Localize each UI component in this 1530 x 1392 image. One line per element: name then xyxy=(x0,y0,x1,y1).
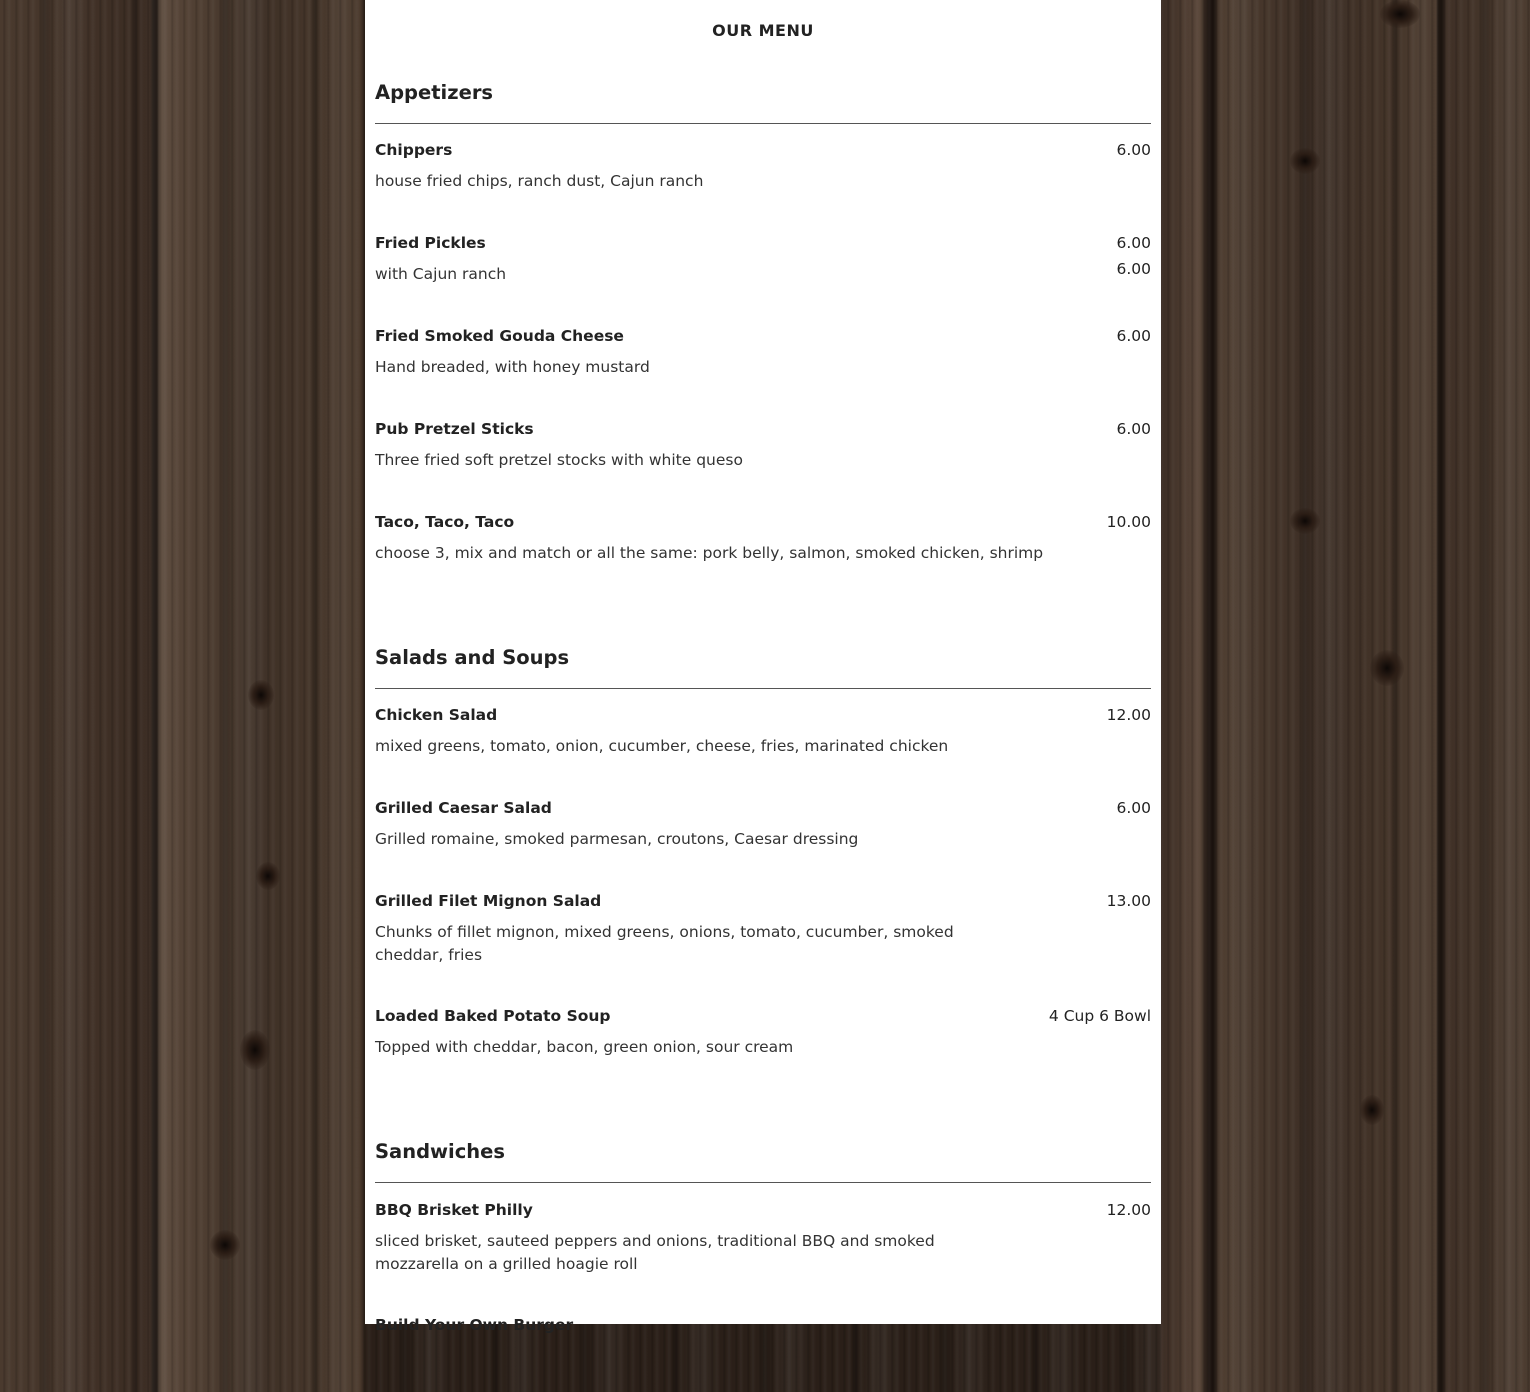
menu-item xyxy=(375,1200,1151,1299)
item-name: Build Your Own Burger xyxy=(375,1316,574,1334)
item-description: mixed greens, tomato, onion, cucumber, cheese, fries, marinated chicken xyxy=(375,737,949,755)
item-name: BBQ Brisket Philly xyxy=(375,1201,533,1219)
item-name: Grilled Caesar Salad xyxy=(375,799,552,817)
item-name: Taco, Taco, Taco xyxy=(375,513,515,531)
menu-item xyxy=(375,891,1151,990)
item-name: Grilled Filet Mignon Salad xyxy=(375,892,602,910)
item-description: Topped with cheddar, bacon, green onion, sour cream xyxy=(375,1038,794,1056)
item-description: with Cajun ranch xyxy=(375,265,507,283)
menu-item xyxy=(375,798,1151,875)
item-price: 6.00 xyxy=(1116,234,1151,252)
item-price: 12.00 xyxy=(1106,706,1151,724)
item-price: 6.00 xyxy=(1116,799,1151,817)
wood-knot-decoration xyxy=(1370,650,1404,686)
section-title: Appetizers xyxy=(375,78,1151,124)
menu-panel xyxy=(365,0,1161,1334)
menu-item xyxy=(375,140,1151,217)
item-price: 6.00 xyxy=(1116,420,1151,438)
item-name: Fried Pickles xyxy=(375,234,486,252)
wood-knot-decoration xyxy=(1360,1095,1384,1125)
menu-item xyxy=(375,233,1151,310)
menu-item xyxy=(375,419,1151,496)
item-name: Loaded Baked Potato Soup xyxy=(375,1007,611,1025)
menu-item xyxy=(375,512,1151,589)
menu-item xyxy=(375,705,1151,782)
wood-knot-decoration xyxy=(1290,508,1320,534)
wood-knot-decoration xyxy=(1380,0,1420,28)
item-price: 6.00 xyxy=(1116,141,1151,159)
menu-title: OUR MENU xyxy=(712,21,814,40)
section-sandwiches xyxy=(375,1137,1151,1392)
item-price: 6.00 xyxy=(1116,327,1151,345)
menu-item xyxy=(375,1315,1151,1392)
item-price: 13.00 xyxy=(1106,892,1151,910)
item-name: Chippers xyxy=(375,141,453,159)
item-description: choose 3, mix and match or all the same: pork belly, salmon, smoked chicken, shrimp xyxy=(375,544,1044,562)
item-description: Hand breaded, with honey mustard xyxy=(375,358,650,376)
wood-knot-decoration xyxy=(240,1030,270,1070)
wood-knot-decoration xyxy=(256,862,280,890)
item-description: Grilled romaine, smoked parmesan, croutons, Caesar dressing xyxy=(375,830,859,848)
wood-knot-decoration xyxy=(248,680,274,710)
section-appetizers xyxy=(375,78,1151,589)
section-title: Salads and Soups xyxy=(375,643,1151,689)
section-salads-and-soups xyxy=(375,643,1151,1083)
item-description: house fried chips, ranch dust, Cajun ranch xyxy=(375,172,704,190)
menu-item xyxy=(375,1006,1151,1083)
section-title: Sandwiches xyxy=(375,1137,1151,1183)
item-price-secondary: 6.00 xyxy=(1116,260,1151,278)
item-name: Fried Smoked Gouda Cheese xyxy=(375,327,624,345)
wood-knot-decoration xyxy=(210,1230,240,1260)
item-price: 10.00 xyxy=(1106,513,1151,531)
wood-knot-decoration xyxy=(1290,148,1320,174)
item-name: Pub Pretzel Sticks xyxy=(375,420,534,438)
item-description: Chunks of fillet mignon, mixed greens, onions, tomato, cucumber, smoked cheddar, fries xyxy=(375,923,954,964)
menu-item xyxy=(375,326,1151,403)
item-name: Chicken Salad xyxy=(375,706,498,724)
item-price: 12.00 xyxy=(1106,1201,1151,1219)
item-price: 4 Cup 6 Bowl xyxy=(1048,1007,1151,1025)
item-description: sliced brisket, sauteed peppers and onions, traditional BBQ and smoked mozzarella on a grilled hoagie roll xyxy=(375,1232,935,1273)
item-description: Three fried soft pretzel stocks with white queso xyxy=(375,451,743,469)
